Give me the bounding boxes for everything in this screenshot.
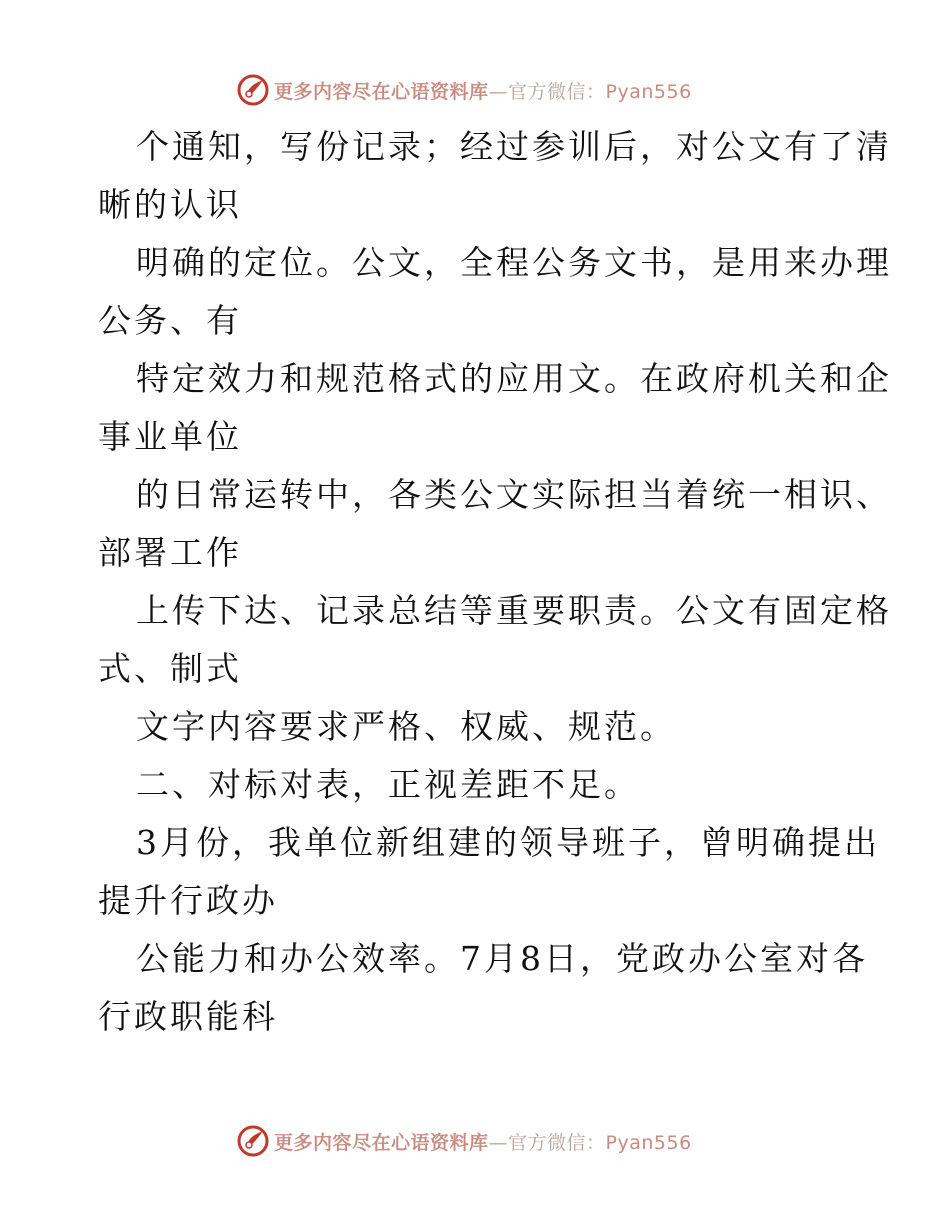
- body-text-line: 行政职能科: [98, 997, 278, 1036]
- watermark-separator: —: [488, 80, 509, 103]
- watermark-wechat-label: 官方微信：: [508, 80, 606, 103]
- watermark-text: [274, 1128, 692, 1155]
- body-text-line: 的日常运转中，各类公文实际担当着统一相识、: [136, 475, 892, 514]
- watermark-wechat-label: 官方微信：: [508, 1131, 606, 1154]
- footer-watermark: [236, 1123, 692, 1159]
- body-text-line: 个通知，写份记录；经过参训后，对公文有了清: [136, 127, 892, 166]
- brand-logo-icon: [236, 73, 270, 107]
- document-body: [98, 118, 892, 1046]
- body-text-line: 事业单位: [98, 417, 242, 456]
- watermark-wechat-id: Pyan556: [605, 80, 692, 103]
- body-text-line: 部署工作: [98, 533, 242, 572]
- body-text-line: 晰的认识: [98, 185, 242, 224]
- body-text-line: 提升行政办: [98, 881, 278, 920]
- watermark-wechat-id: Pyan556: [605, 1131, 692, 1154]
- body-text-line: 明确的定位。公文，全程公务文书，是用来办理: [136, 243, 892, 282]
- watermark-brand: 更多内容尽在心语资料库: [274, 1131, 489, 1154]
- body-text-line: 上传下达、记录总结等重要职责。公文有固定格: [136, 591, 892, 630]
- header-watermark: [236, 72, 692, 108]
- body-text-line: 公务、有: [98, 301, 242, 340]
- brand-logo-icon: [236, 1124, 270, 1158]
- body-text-line: 式、制式: [98, 649, 242, 688]
- watermark-separator: —: [488, 1131, 509, 1154]
- body-text-line: 二、对标对表，正视差距不足。: [136, 765, 640, 804]
- body-text-line: 3月份，我单位新组建的领导班子，曾明确提出: [136, 823, 880, 862]
- body-text-line: 特定效力和规范格式的应用文。在政府机关和企: [136, 359, 892, 398]
- watermark-brand: 更多内容尽在心语资料库: [274, 80, 489, 103]
- watermark-text: [274, 77, 692, 104]
- body-text-line: 公能力和办公效率。7月8日，党政办公室对各: [136, 939, 868, 978]
- body-text-line: 文字内容要求严格、权威、规范。: [136, 707, 676, 746]
